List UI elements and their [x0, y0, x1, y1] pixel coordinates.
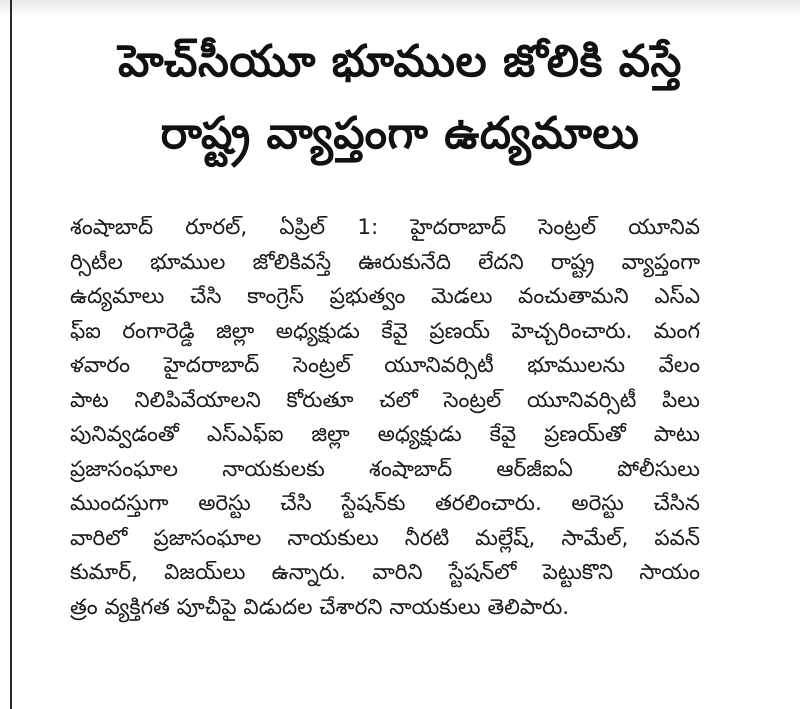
article-line: ఫ్ఐ రంగారెడ్డి జిల్లా అధ్యక్షుడు కేవై ప్రణయ్ హెచ్చరించారు. మంగ — [70, 318, 700, 344]
article-line: శంషాబాద్ రూరల్, ఏప్రిల్ 1: హైదరాబాద్ సెంట్రల్ యూనివ — [70, 215, 700, 240]
article-line: వారిలో ప్రజాసంఘాల నాయకులు నీరటి మల్లేష్, సామేల్, పవన్ — [70, 525, 700, 551]
article-line: ళవారం హైదరాబాద్ సెంట్రల్ యూనివర్సిటీ భూములను వేలం — [70, 353, 700, 378]
column-rule — [10, 0, 12, 709]
article-line: పునివ్వడంతో ఎస్ఎఫ్ఐ జిల్లా అధ్యక్షుడు కేవై ప్రణయ్‌తో పాటు — [70, 422, 700, 447]
headline-line-2: రాష్ట్ర వ్యాప్తంగా ఉద్యమాలు — [160, 108, 640, 159]
article-line: పాట నిలిపివేయాలని కోరుతూ చలో సెంట్రల్ యూనివర్సిటీ పిలు — [70, 387, 700, 413]
headline-line-1: హెచ్‌సీయూ భూముల జోలికి వస్తే — [118, 36, 682, 87]
article-line: త్రం వ్యక్తిగత పూచీపై విడుదల చేశారని నాయకులు తెలిపారు. — [70, 594, 570, 620]
article-line: కుమార్, విజయ్‌లు ఉన్నారు. వారిని స్టేషన్‌లో పెట్టుకొని సాయం — [70, 560, 700, 585]
article-line: ముందస్తుగా అరెస్టు చేసి స్టేషన్‌కు తరలించారు. అరెస్టు చేసిన — [70, 491, 700, 516]
article-line: ఉద్యమాలు చేసి కాంగ్రెస్ ప్రభుత్వం మెడలు వంచుతామని ఎస్ఎ — [70, 284, 700, 309]
article-line: ప్రజాసంఘాల నాయకులకు శంషాబాద్ ఆర్‌జీఐఏ పోలీసులు — [70, 456, 700, 482]
page-edge-strip — [0, 0, 800, 14]
headline — [20, 36, 780, 159]
article-line: ర్సిటీల భూముల జోలికివస్తే ఊరుకునేది లేదని రాష్ట్ర వ్యాప్తంగా — [70, 249, 700, 275]
article-body — [70, 211, 700, 625]
